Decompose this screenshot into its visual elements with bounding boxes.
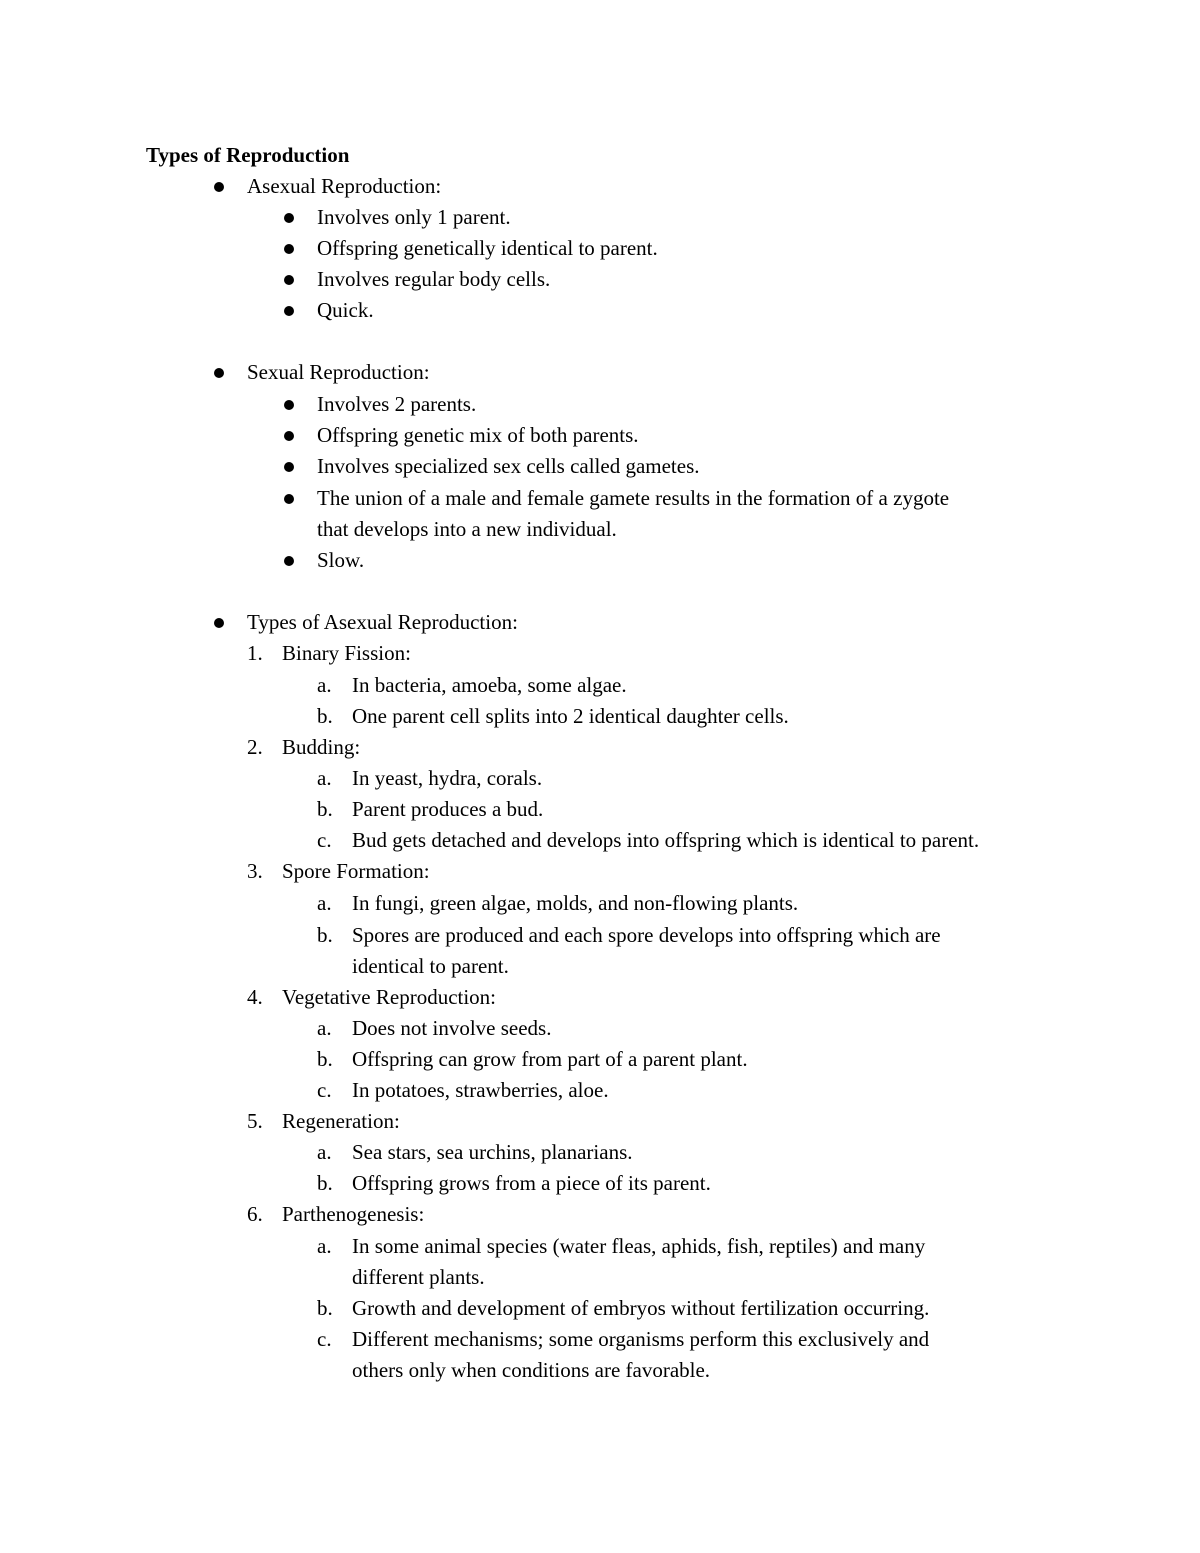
- list-letter: c.: [317, 828, 332, 852]
- list-item: Slow.: [317, 548, 365, 572]
- list-letter: a.: [317, 891, 332, 915]
- list-item-continuation: that develops into a new individual.: [317, 517, 617, 541]
- list-item: Bud gets detached and develops into offspring which is identical to parent.: [352, 828, 980, 852]
- bullet-icon: [214, 182, 224, 192]
- list-item: Involves only 1 parent.: [317, 205, 511, 229]
- list-item: Offspring grows from a piece of its parent.: [352, 1171, 711, 1195]
- list-item-continuation: different plants.: [352, 1265, 485, 1289]
- list-item-continuation: identical to parent.: [352, 954, 509, 978]
- list-item: Does not involve seeds.: [352, 1016, 552, 1040]
- list-item: Offspring genetically identical to parent.: [317, 236, 658, 260]
- asexual-heading: Asexual Reproduction:: [247, 174, 442, 198]
- list-item: Growth and development of embryos without fertilization occurring.: [352, 1296, 930, 1320]
- list-item: In potatoes, strawberries, aloe.: [352, 1078, 609, 1102]
- list-item: Quick.: [317, 298, 374, 322]
- list-item: Involves regular body cells.: [317, 267, 551, 291]
- list-number: 4.: [247, 985, 263, 1009]
- list-letter: a.: [317, 673, 332, 697]
- list-letter: b.: [317, 1047, 333, 1071]
- list-letter: a.: [317, 766, 332, 790]
- list-item: Involves 2 parents.: [317, 392, 477, 416]
- list-item: The union of a male and female gamete results in the formation of a zygote: [317, 486, 950, 510]
- type-label: Binary Fission:: [282, 641, 411, 665]
- list-item: Involves specialized sex cells called gametes.: [317, 454, 700, 478]
- bullet-icon: [284, 462, 294, 472]
- sexual-heading: Sexual Reproduction:: [247, 360, 430, 384]
- types-heading: Types of Asexual Reproduction:: [247, 610, 518, 634]
- bullet-icon: [284, 494, 294, 504]
- list-item: In fungi, green algae, molds, and non-flowing plants.: [352, 891, 799, 915]
- list-number: 6.: [247, 1202, 263, 1226]
- list-item-continuation: others only when conditions are favorable.: [352, 1358, 711, 1382]
- type-label: Spore Formation:: [282, 859, 430, 883]
- list-item: In bacteria, amoeba, some algae.: [352, 673, 627, 697]
- list-letter: c.: [317, 1078, 332, 1102]
- bullet-icon: [214, 618, 224, 628]
- list-number: 5.: [247, 1109, 263, 1133]
- type-label: Vegetative Reproduction:: [282, 985, 497, 1009]
- list-letter: a.: [317, 1234, 332, 1258]
- list-number: 3.: [247, 859, 263, 883]
- type-label: Regeneration:: [282, 1109, 400, 1133]
- list-item: One parent cell splits into 2 identical daughter cells.: [352, 704, 789, 728]
- list-letter: b.: [317, 923, 333, 947]
- bullet-icon: [284, 244, 294, 254]
- list-item: Parent produces a bud.: [352, 797, 544, 821]
- type-label: Parthenogenesis:: [282, 1202, 425, 1226]
- list-number: 1.: [247, 641, 263, 665]
- bullet-icon: [214, 368, 224, 378]
- bullet-icon: [284, 213, 294, 223]
- list-letter: b.: [317, 1296, 333, 1320]
- list-letter: a.: [317, 1140, 332, 1164]
- bullet-icon: [284, 306, 294, 316]
- list-letter: a.: [317, 1016, 332, 1040]
- bullet-icon: [284, 400, 294, 410]
- list-item: Offspring genetic mix of both parents.: [317, 423, 639, 447]
- type-label: Budding:: [282, 735, 361, 759]
- list-item: Spores are produced and each spore develops into offspring which are: [352, 923, 941, 947]
- list-letter: b.: [317, 704, 333, 728]
- list-letter: b.: [317, 797, 333, 821]
- page-title: Types of Reproduction: [146, 143, 350, 167]
- list-item: In yeast, hydra, corals.: [352, 766, 543, 790]
- list-item: Offspring can grow from part of a parent plant.: [352, 1047, 748, 1071]
- list-item: Different mechanisms; some organisms perform this exclusively and: [352, 1327, 930, 1351]
- list-letter: c.: [317, 1327, 332, 1351]
- bullet-icon: [284, 431, 294, 441]
- bullet-icon: [284, 275, 294, 285]
- bullet-icon: [284, 556, 294, 566]
- list-item: In some animal species (water fleas, aphids, fish, reptiles) and many: [352, 1234, 926, 1258]
- list-item: Sea stars, sea urchins, planarians.: [352, 1140, 633, 1164]
- list-number: 2.: [247, 735, 263, 759]
- list-letter: b.: [317, 1171, 333, 1195]
